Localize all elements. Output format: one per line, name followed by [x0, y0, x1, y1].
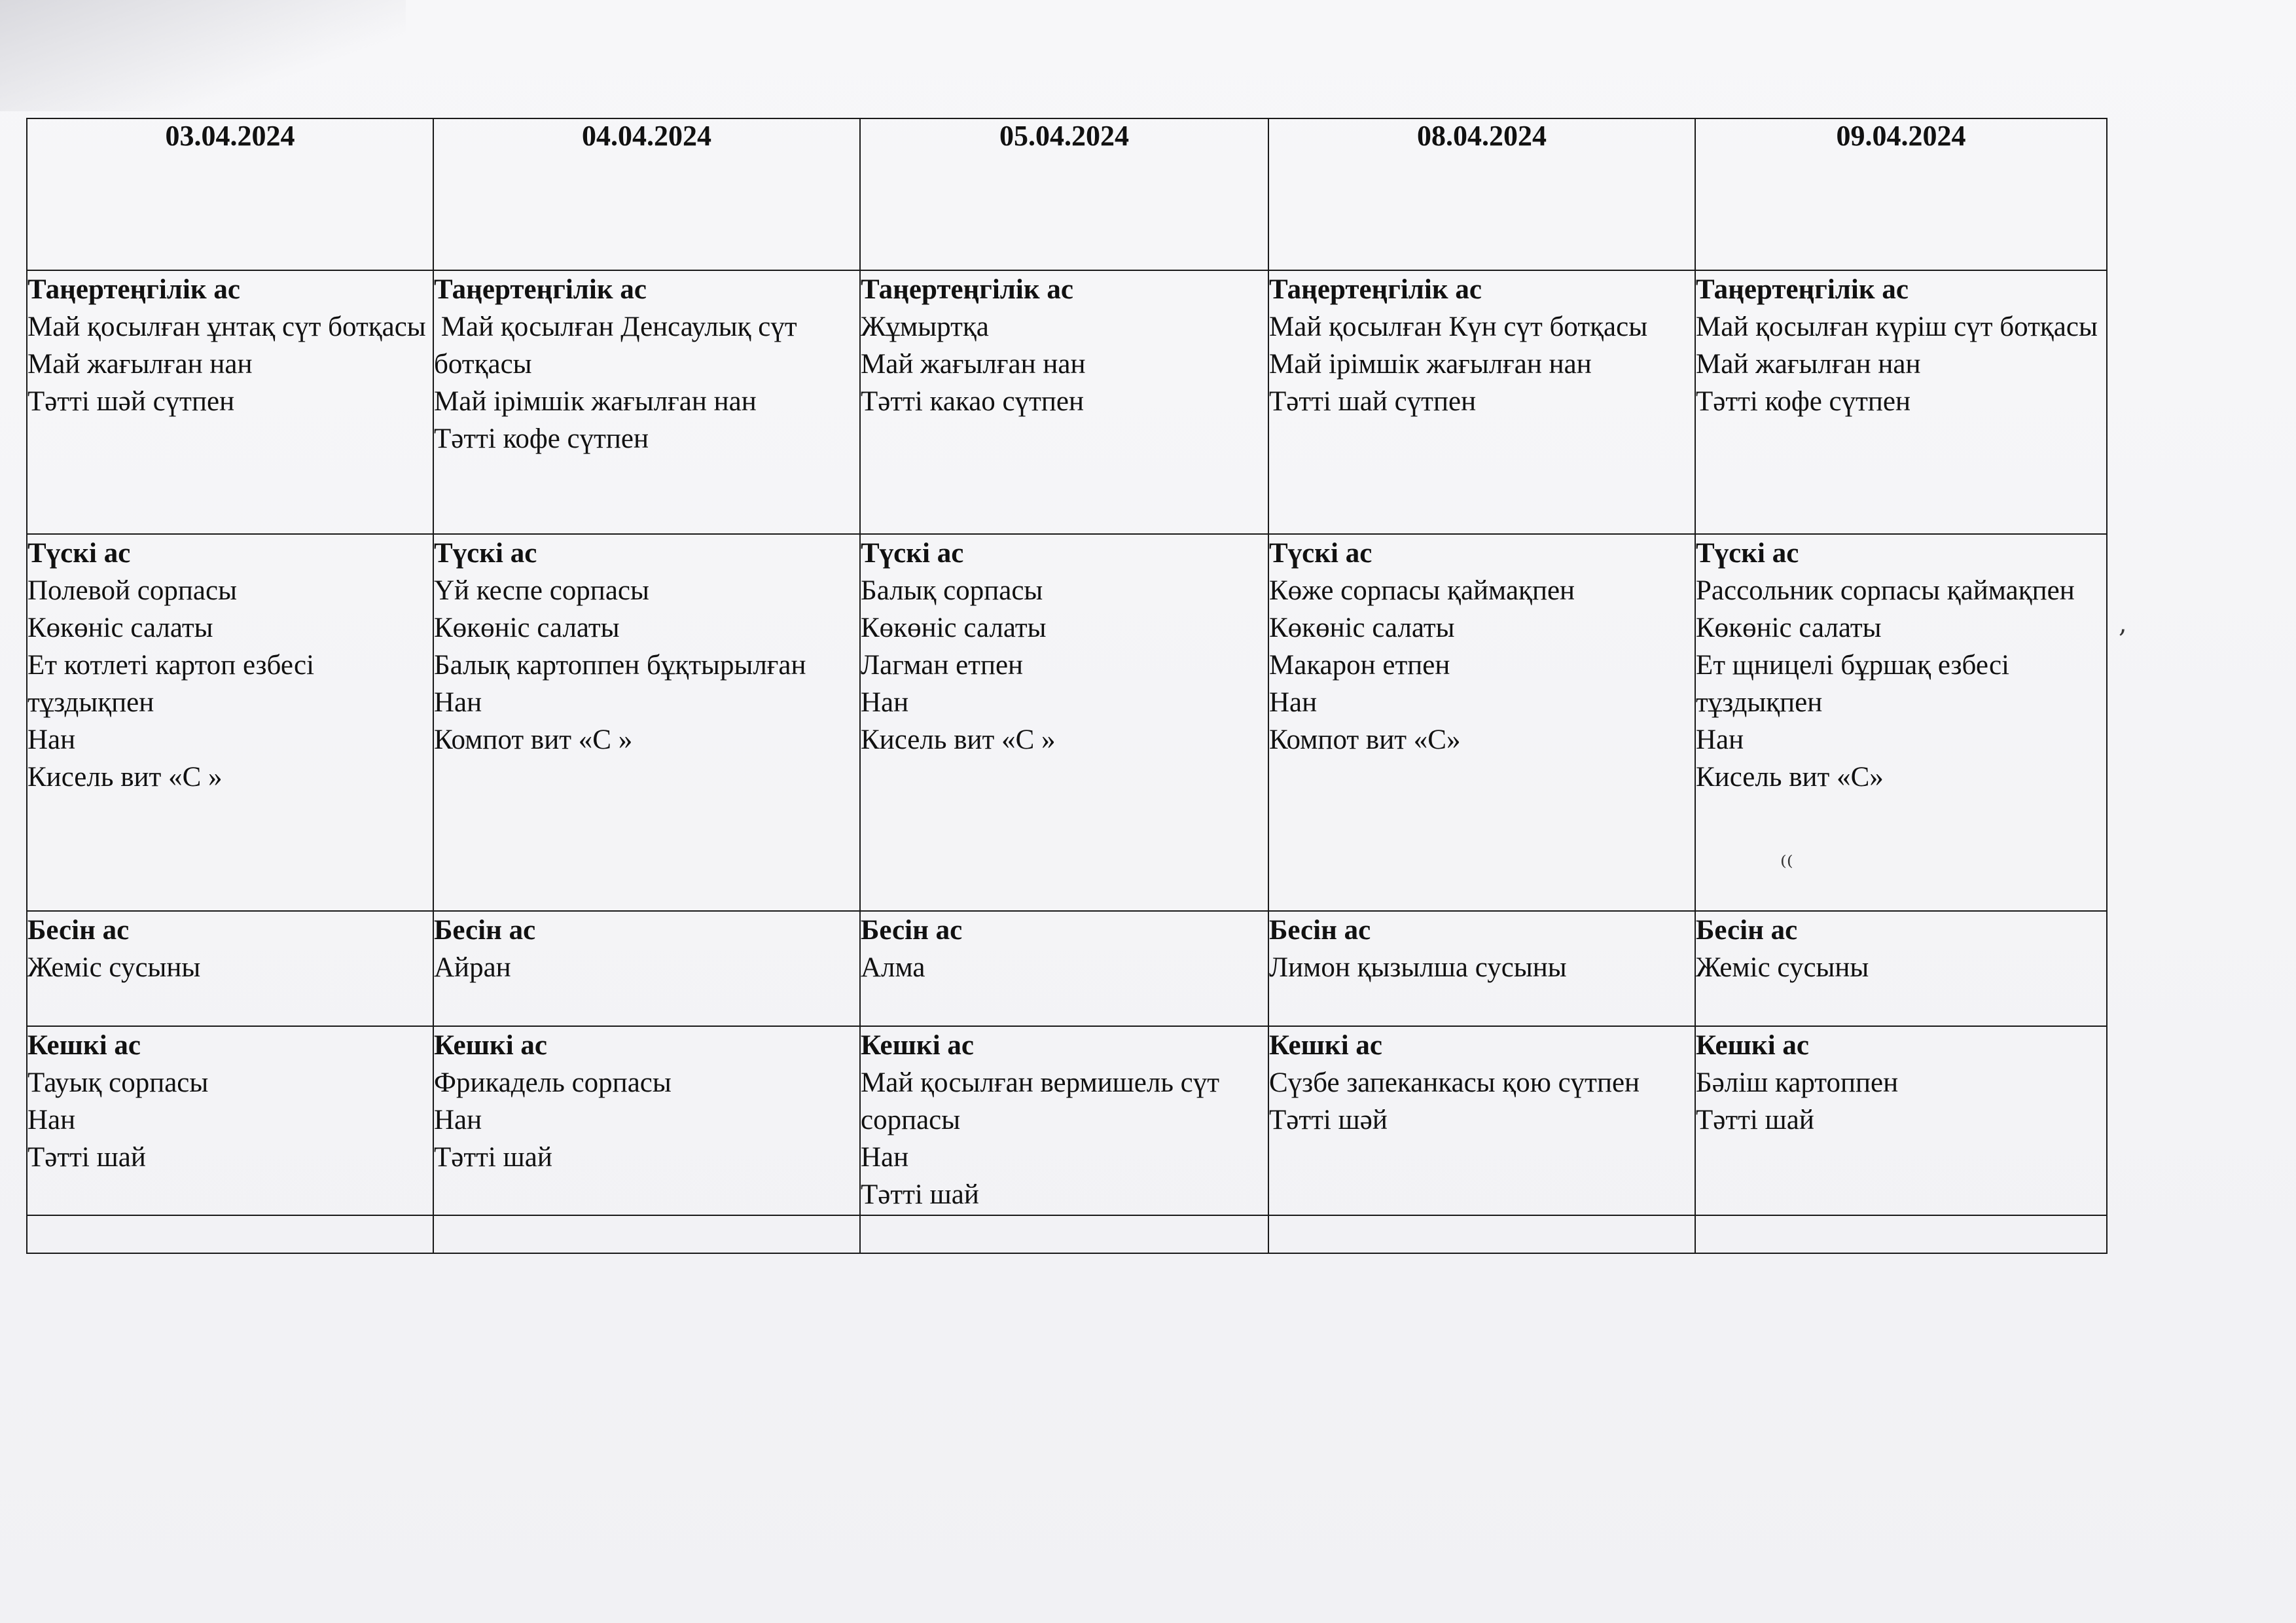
dish: Май жағылған нан: [861, 349, 1086, 380]
dish: Макарон етпен: [1269, 650, 1450, 681]
dish: Нан: [1269, 687, 1318, 718]
meal-title: Таңертеңгілік ас: [861, 274, 1073, 305]
date-header: 04.04.2024: [433, 118, 860, 270]
menu-cell: [1695, 534, 2107, 911]
menu-cell: [1268, 270, 1695, 534]
menu-cell: [27, 534, 433, 911]
dish: Полевой сорпасы: [27, 575, 237, 606]
meal-title: Кешкі ас: [27, 1030, 141, 1061]
dish: Май қосылған күріш сүт ботқасы: [1696, 312, 2098, 342]
menu-cell: [433, 911, 860, 1026]
dish: Нан: [434, 1105, 482, 1135]
menu-cell: [433, 270, 860, 534]
meal-title: Таңертеңгілік ас: [434, 274, 647, 305]
menu-cell: [1268, 1026, 1695, 1215]
menu-cell: [27, 270, 433, 534]
dish: Тәтті шай: [1696, 1105, 1814, 1135]
meal-title: Таңертеңгілік ас: [1269, 274, 1482, 305]
menu-cell: [1695, 1026, 2107, 1215]
menu-cell: [860, 911, 1268, 1026]
dish: Май қосылған Күн сүт ботқасы: [1269, 312, 1648, 342]
dish: Май қосылған ұнтақ сүт ботқасы: [27, 312, 426, 342]
meal-title: Таңертеңгілік ас: [27, 274, 240, 305]
dish: Жеміс сусыны: [27, 952, 201, 983]
dish: Көкөніс салаты: [434, 613, 620, 643]
dish: Алма: [861, 952, 925, 983]
empty-cell: [1695, 1215, 2107, 1253]
dish: Фрикадель сорпасы: [434, 1067, 672, 1098]
dish: Тәтті шай: [434, 1142, 552, 1173]
dish: Тәтті шай: [861, 1179, 979, 1210]
meal-title: Бесін ас: [1696, 915, 1798, 946]
lunch-row: [27, 534, 2107, 911]
dish: Нан: [27, 1105, 76, 1135]
weekly-menu-table: [26, 118, 2108, 1254]
dish: Май жағылған нан: [27, 349, 253, 380]
dish: Кисель вит «С »: [861, 724, 1056, 755]
menu-cell: [860, 534, 1268, 911]
menu-cell: [27, 911, 433, 1026]
dish: Рассольник сорпасы қаймақпен: [1696, 575, 2075, 606]
dish: Сүзбе запеканкасы қою сүтпен: [1269, 1067, 1640, 1098]
meal-title: Таңертеңгілік ас: [1696, 274, 1909, 305]
dish: Балық сорпасы: [861, 575, 1043, 606]
empty-cell: [860, 1215, 1268, 1253]
dinner-row: [27, 1026, 2107, 1215]
menu-cell: [860, 1026, 1268, 1215]
dish: Нан: [861, 687, 909, 718]
dish: Лагман етпен: [861, 650, 1024, 681]
meal-title: Бесін ас: [1269, 915, 1371, 946]
dish: Май ірімшік жағылған нан: [1269, 349, 1592, 380]
dish: Жеміс сусыны: [1696, 952, 1869, 983]
dish: Ет котлеті картоп езбесі тұздықпен: [27, 650, 315, 718]
ink-dot: ,: [2119, 609, 2127, 639]
dish: Тәтті шай: [27, 1142, 146, 1173]
menu-cell: [1695, 270, 2107, 534]
menu-cell: [860, 270, 1268, 534]
dish: Тауық сорпасы: [27, 1067, 209, 1098]
dish: Үй кеспе сорпасы: [434, 575, 649, 606]
empty-row: [27, 1215, 2107, 1253]
dish: Нан: [1696, 724, 1744, 755]
meal-title: Түскі ас: [861, 538, 964, 569]
pen-mark: ⁽⁽: [1780, 851, 1793, 881]
meal-title: Бесін ас: [861, 915, 963, 946]
menu-cell: [1695, 911, 2107, 1026]
dish: Көкөніс салаты: [1269, 613, 1455, 643]
menu-cell: [433, 1026, 860, 1215]
dish: Компот вит «С»: [1269, 724, 1461, 755]
dish: Май қосылған Денсаулық сүт ботқасы: [434, 312, 804, 380]
menu-cell: [1268, 534, 1695, 911]
dish: Тәтті кофе сүтпен: [1696, 386, 1911, 417]
dish: Кисель вит «С»: [1696, 762, 1884, 793]
meal-title: Кешкі ас: [1269, 1030, 1382, 1061]
meal-title: Кешкі ас: [434, 1030, 547, 1061]
menu-cell: [433, 534, 860, 911]
dish: Айран: [434, 952, 511, 983]
dish: Көже сорпасы қаймақпен: [1269, 575, 1575, 606]
breakfast-row: [27, 270, 2107, 534]
dish: Көкөніс салаты: [27, 613, 213, 643]
dish: Бәліш картоппен: [1696, 1067, 1899, 1098]
meal-title: Түскі ас: [1269, 538, 1372, 569]
dish: Тәтті шай сүтпен: [1269, 386, 1477, 417]
meal-title: Кешкі ас: [1696, 1030, 1809, 1061]
dish: Нан: [861, 1142, 909, 1173]
meal-title: Кешкі ас: [861, 1030, 974, 1061]
snack-row: [27, 911, 2107, 1026]
meal-title: Түскі ас: [434, 538, 537, 569]
dish: Тәтті кофе сүтпен: [434, 423, 649, 454]
dish: Нан: [27, 724, 76, 755]
meal-title: Бесін ас: [27, 915, 130, 946]
dish: Компот вит «С »: [434, 724, 633, 755]
dish: Кисель вит «С »: [27, 762, 223, 793]
empty-cell: [1268, 1215, 1695, 1253]
dish: Жұмыртқа: [861, 312, 989, 342]
dish: Май жағылған нан: [1696, 349, 1921, 380]
dish: Нан: [434, 687, 482, 718]
empty-cell: [433, 1215, 860, 1253]
date-header: 08.04.2024: [1268, 118, 1695, 270]
dish: Май қосылған вермишель сүт сорпасы: [861, 1067, 1220, 1135]
dish: Көкөніс салаты: [861, 613, 1047, 643]
meal-title: Түскі ас: [1696, 538, 1799, 569]
meal-title: Түскі ас: [27, 538, 131, 569]
page-corner-shadow: [0, 0, 406, 111]
meal-title: Бесін ас: [434, 915, 536, 946]
dish: Ет щницелі бұршақ езбесі тұздықпен: [1696, 650, 2010, 718]
dates-row: [27, 118, 2107, 270]
menu-cell: [27, 1026, 433, 1215]
date-header: 09.04.2024: [1695, 118, 2107, 270]
dish: Тәтті шәй сүтпен: [27, 386, 235, 417]
date-header: 05.04.2024: [860, 118, 1268, 270]
date-header: 03.04.2024: [27, 118, 433, 270]
menu-cell: [1268, 911, 1695, 1026]
dish: Май ірімшік жағылған нан: [434, 386, 757, 417]
dish: Көкөніс салаты: [1696, 613, 1882, 643]
dish: Тәтті какао сүтпен: [861, 386, 1085, 417]
dish: Тәтті шәй: [1269, 1105, 1388, 1135]
dish: Лимон қызылша сусыны: [1269, 952, 1567, 983]
dish: Балық картоппен бұқтырылған: [434, 650, 806, 681]
empty-cell: [27, 1215, 433, 1253]
